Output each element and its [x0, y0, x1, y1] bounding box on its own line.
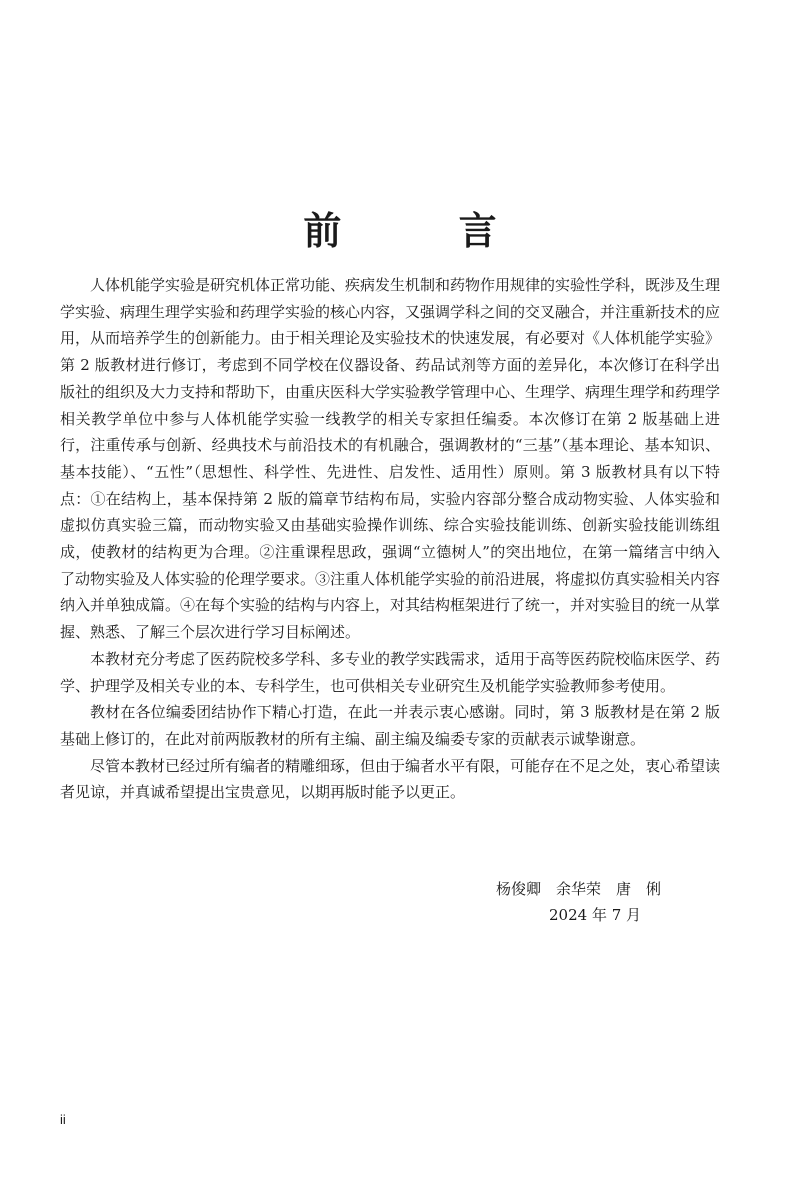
- preface-body: [60, 272, 720, 806]
- preface-date: 2024 年 7 月: [549, 906, 642, 924]
- paragraph-3: 教材在各位编委团结协作下精心打造，在此一并表示衷心感谢。同时，第 3 版教材是在第 2 版基础上修订的，在此对前两版教材的所有主编、副主编及编委专家的贡献表示诚挚谢意。: [60, 703, 720, 748]
- author-signature: 杨俊卿 余华荣 唐 俐: [496, 880, 662, 898]
- paragraph-2: 本教材充分考虑了医药院校多学科、多专业的教学实践需求，适用于高等医药院校临床医学、药学、护理学及相关专业的本、专科学生，也可供相关专业研究生及机能学实验教师参考使用。: [60, 649, 721, 695]
- paragraph-4: 尽管本教材已经过所有编者的精雕细琢，但由于编者水平有限，可能存在不足之处，衷心希望读者见谅，并真诚希望提出宝贵意见，以期再版时能予以更正。: [60, 756, 721, 802]
- paragraph-1: 人体机能学实验是研究机体正常功能、疾病发生机制和药物作用规律的实验性学科，既涉及生理学实验、病理生理学实验和药理学实验的核心内容，又强调学科之间的交叉融合，并注重新技术的应用，从而培养学生的创新能力。由于相关理论及实验技术的快速发展，有必要对《人体机能学实验》第 2 版教材进行修订，考虑到不同学校在仪器设备、药品试剂等方面的差异化，本次修订在科学出版社的组织及大力支持和帮助下，由重庆医科大学实验教学管理中心、生理学、病理生理学和药理学相关教学单位中参与人体机能学实验一线教学的相关专家担任编委。本次修订在第 2 版基础上进行，注重传承与创新、经典技术与前沿技术的有机融合，强调教材的“三基”（基本理论、基本知识、基本技能）、“五性”（思想性、科学性、先进性、启发性、适用性）原则。第 3 版教材具有以下特点：①在结构上，基本保持第 2 版的篇章节结构布局，实验内容部分整合成动物实验、人体实验和虚拟仿真实验三篇，而动物实验又由基础实验操作训练、综合实验技能训练、创新实验技能训练组成，使教材的结构更为合理。②注重课程思政，强调“立德树人”的突出地位，在第一篇绪言中纳入了动物实验及人体实验的伦理学要求。③注重人体机能学实验的前沿进展，将虚拟仿真实验相关内容纳入并单独成篇。④在每个实验的结构与内容上，对其结构框架进行了统一，并对实验目的统一从掌握、熟悉、了解三个层次进行学习目标阐述。: [60, 276, 721, 642]
- page-number: ii: [60, 1112, 66, 1127]
- page-title: 前 言: [303, 209, 549, 253]
